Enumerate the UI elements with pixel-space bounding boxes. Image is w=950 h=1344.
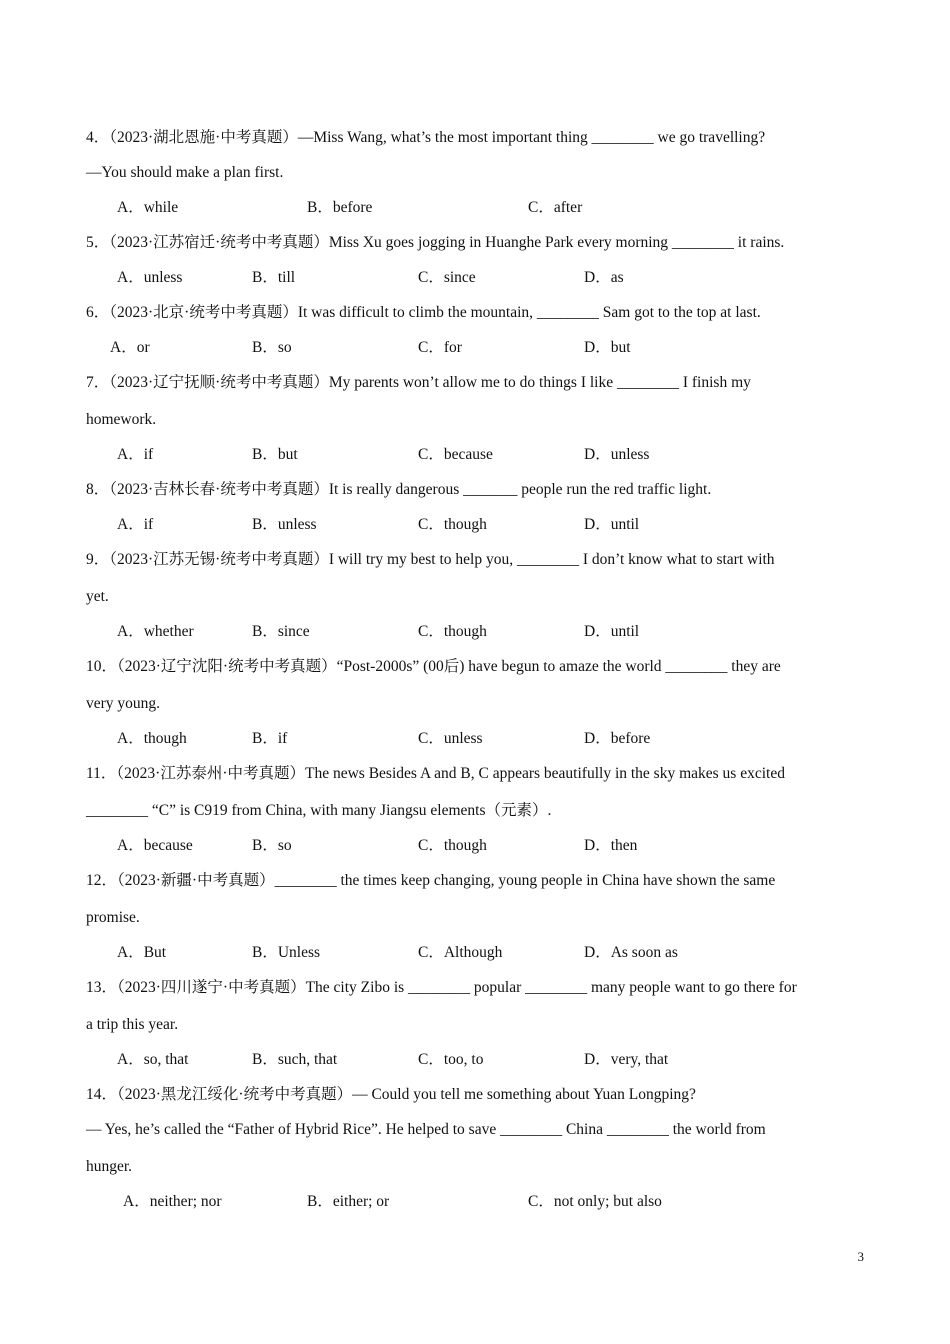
q9-option-c: C．though <box>418 623 487 640</box>
q14-option-a: A．neither; nor <box>123 1193 222 1210</box>
question-14-reply-cont: hunger. <box>86 1158 133 1175</box>
q12-option-c: C．Although <box>418 944 503 961</box>
page-number: 3 <box>857 1249 864 1264</box>
q13-option-d: D．very, that <box>584 1051 669 1068</box>
question-7-stem-cont: homework. <box>86 411 157 428</box>
question-10-stem-cont: very young. <box>86 695 161 712</box>
q7-option-b: B．but <box>252 446 298 463</box>
q14-option-c: C．not only; but also <box>528 1193 662 1210</box>
q13-option-b: B．such, that <box>252 1051 338 1068</box>
q9-option-a: A．whether <box>117 623 194 640</box>
q8-option-b: B．unless <box>252 516 317 533</box>
question-13-stem: 13．（2023·四川遂宁·中考真题）The city Zibo is ________ popular ________ many people want to go there for <box>86 979 797 996</box>
q4-option-a: A．while <box>117 199 179 216</box>
question-10-stem: 10．（2023·辽宁沈阳·统考中考真题）“Post-2000s” (00后) have begun to amaze the world ________ they are <box>86 658 781 675</box>
q12-option-b: B．Unless <box>252 944 321 961</box>
q9-option-b: B．since <box>252 623 310 640</box>
q7-option-c: C．because <box>418 446 493 463</box>
question-12-stem: 12．（2023·新疆·中考真题）________ the times keep changing, young people in China have shown the same <box>86 872 776 889</box>
question-6-stem: 6．（2023·北京·统考中考真题）It was difficult to climb the mountain, ________ Sam got to the top at last. <box>86 304 761 321</box>
q11-option-c: C．though <box>418 837 487 854</box>
q4-option-c: C．after <box>528 199 583 216</box>
question-14-reply: — Yes, he’s called the “Father of Hybrid Rice”. He helped to save ________ China ________ the world from <box>86 1121 766 1138</box>
q12-option-a: A．But <box>117 944 167 961</box>
q11-option-b: B．so <box>252 837 292 854</box>
question-9-stem-cont: yet. <box>86 588 109 605</box>
question-4-stem: 4．（2023·湖北恩施·中考真题）—Miss Wang, what’s the most important thing ________ we go travelling? <box>86 129 766 146</box>
question-9-stem: 9．（2023·江苏无锡·统考中考真题）I will try my best to help you, ________ I don’t know what to start with <box>86 551 775 568</box>
q10-option-a: A．though <box>117 730 187 747</box>
question-12-stem-cont: promise. <box>86 909 140 926</box>
q5-option-b: B．till <box>252 269 296 286</box>
q9-option-d: D．until <box>584 623 640 640</box>
question-11-stem: 11．（2023·江苏泰州·中考真题）The news Besides A and B, C appears beautifully in the sky makes us excited <box>86 765 785 782</box>
q5-option-d: D．as <box>584 269 624 286</box>
question-4-reply: —You should make a plan first. <box>86 164 284 181</box>
q11-option-a: A．because <box>117 837 193 854</box>
q12-option-d: D．As soon as <box>584 944 678 961</box>
q6-option-c: C．for <box>418 339 462 356</box>
q5-option-c: C．since <box>418 269 476 286</box>
q6-option-d: D．but <box>584 339 631 356</box>
q4-option-b: B．before <box>307 199 373 216</box>
q10-option-d: D．before <box>584 730 651 747</box>
question-8-stem: 8．（2023·吉林长春·统考中考真题）It is really dangerous _______ people run the red traffic light. <box>86 481 712 498</box>
question-7-stem: 7．（2023·辽宁抚顺·统考中考真题）My parents won’t allow me to do things I like ________ I finish my <box>86 374 751 391</box>
q11-option-d: D．then <box>584 837 638 854</box>
q14-option-b: B．either; or <box>307 1193 390 1210</box>
q6-option-b: B．so <box>252 339 292 356</box>
q8-option-a: A．if <box>117 516 154 533</box>
q13-option-a: A．so, that <box>117 1051 189 1068</box>
question-14-stem: 14．（2023·黑龙江绥化·统考中考真题）— Could you tell me something about Yuan Longping? <box>86 1086 696 1103</box>
q6-option-a: A．or <box>110 339 150 356</box>
q8-option-d: D．until <box>584 516 640 533</box>
question-11-stem-cont: ________ “C” is C919 from China, with many Jiangsu elements（元素）. <box>86 802 552 819</box>
q7-option-a: A．if <box>117 446 154 463</box>
q8-option-c: C．though <box>418 516 487 533</box>
q7-option-d: D．unless <box>584 446 650 463</box>
q5-option-a: A．unless <box>117 269 183 286</box>
question-5-stem: 5．（2023·江苏宿迁·统考中考真题）Miss Xu goes jogging in Huanghe Park every morning ________ it rains. <box>86 234 785 251</box>
q13-option-c: C．too, to <box>418 1051 484 1068</box>
q10-option-b: B．if <box>252 730 288 747</box>
q10-option-c: C．unless <box>418 730 483 747</box>
question-13-stem-cont: a trip this year. <box>86 1016 179 1033</box>
